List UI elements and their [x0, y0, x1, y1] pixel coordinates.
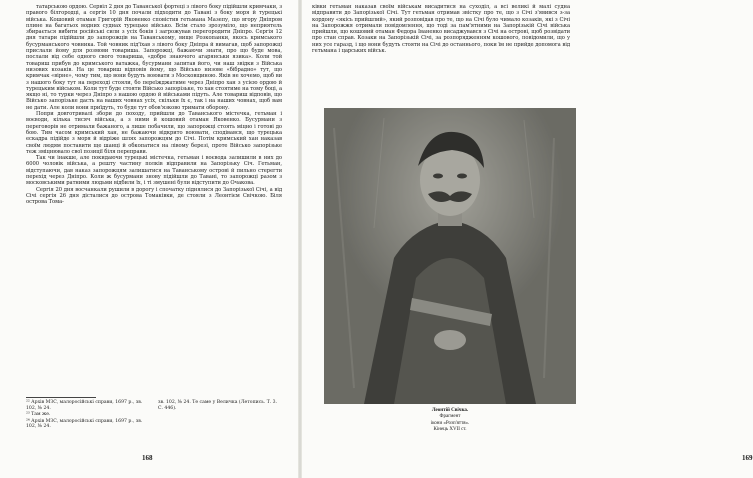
paragraph: татарською ордою. Сервіл 2 дня до Таванської фортеці з лівого боку підійшли кримчаки, з правого білгородці, а сергія 10 дня почали підходити до Тавані з боку моря й турецькі війська. Кошовий отаман Григорій Яковенко сповістив гетьмана Мазепу, що вгору Дніпром плине на багатьох водних суднах турецьке військо. Всім стало зрозуміло, що неприятель збирається вибити російські сили з усіх боків і загрожував перегородити Дніпро. Сергія 12 дня татари підійшли до запорожців на Таванському, вище Розкопанки, якось кримського бусурманського човника. Той човник під'їхав з лівого боку Дніпра й вимагав, щоб запорожці прислали йому для розмови товариша. Запорожці, бажаючи знати, про що буде мова, послали від себе одного свого товариша, «добре знаючого агарянськи язика». Коли той товариш прибув до кримського ватажка, бусурмани запитав його, чи наш звідки з Війська низових козаків. На це товариш відповів йому, що Військо низове «бібрадно» тут, що кримчак «вірне», чому тим, що вони будуть воювати з Московщиною. Яків не хочемо, щоб ви з нашого боку тут на переході стояли, бо переїжджатиме через Дніпро хан з усією ордою й турецьким військом. Коли тут буде стояти Військо запорізьке, то хан стоятиме на тому боці, а якщо ні, то турки через Дніпро з нашою ордою й військами підуть. Але товариш відповів, що Військо запорізьке дасть на ваших човнах усіх, скільки їх є, так і на наших човнах, щоб вам не дати. Але коли вони приїдуть, то буде тут обов'язково тримати оборону.: [26, 4, 282, 111]
page-number-right: 169: [742, 454, 753, 462]
page-number-left: 168: [142, 454, 153, 462]
footnotes-column-left: [26, 400, 150, 431]
caption-line: Фрагмент: [439, 414, 461, 420]
caption-name: Леонтій Свічка.: [431, 408, 469, 413]
caption-line: ікони «Розп'яття».: [430, 420, 470, 426]
caption-line: Кінець XVII ст.: [433, 427, 467, 433]
footnote: ²⁴ Архів МЗС, малоросійські справи, 1697 р., зв. 102, № 24.: [26, 418, 143, 430]
left-page: [0, 0, 300, 478]
portrait-illustration: [324, 108, 576, 404]
footnote-rule: [26, 397, 96, 398]
figure-caption: [414, 408, 486, 434]
footnotes-column-right: [158, 400, 282, 431]
footnote: зв. 102, № 24. Те саме у Величка (Летопись. Т. 3. С. 446).: [158, 400, 278, 411]
footnote: ²² Архів МЗС, малоросійські справи, 1697 р., зв. 102, № 24.: [26, 400, 143, 411]
paragraph: ківки гетьман наказав своїм військам висадитися на суходіл, а всі великі й малі судна відправити до Запорізької Січі. Тут гетьман отримав звістку про те, що з Січі з'явився з-за кордону «якісь прийшлий», який розповідав про те, що на Січі було чимало козаків, які з Січі на Запорожжя отримали повідомлення, що тоді за пам'ятними на Запорізькій Січі війська прийшли, що кошовий отаман Федора Іваненко висаджувався з Січі на острові, щоб розвідати про стан справ. Козаки на Запорізькій Січі, за розпорядженням кошового, повідомили, що у них усе гаразд, і що вони будуть стояти на Січі до останнього, поки їм не прийде допомога від гетьмана і царських військ.: [312, 4, 570, 55]
footnotes: [26, 400, 282, 431]
paragraph: Попри довготривалі збори до походу, прийшли до Таванського містечка, гетьман і воєводи, кілька тисяч війська, а з ними й кошовий отаман Яковенко. Бусурмани з переговорів не отримали бажаного, а лише побачили, що запорожці стоять міцно і готові до бою. Тим часом кримський хан, не бажаючи відкрито воювати, сподівався, що турецька ескадра підійде з моря й відріже шлях запорожцям до Січі. Потім кримський хан наказав своїм людям поставити ще шанці й обкопатися на лівому березі, проте Військо запорізьке теж зміцнювало свої позиції біля переправи.: [26, 111, 282, 155]
left-page-body: [26, 4, 282, 396]
paragraph: Сергія 20 дня восчанкали рушили в дорогу і спочатку піднялися до Запорізької Січі, а від Січі сергія 26 дня дісталися до острова Томаківки, де стояли з Леонтієм Свічкою. Біля острова Тома-: [26, 186, 282, 206]
icon-fragment-image: [324, 108, 576, 404]
right-page-body: [312, 4, 570, 106]
paragraph: Так чи інакше, але покидаючи турецькі містечка, гетьман і воєвода залишили в них до 6000 чоловік війська, а решту частину полків відправили на Запорізьку Січ. Гетьман, відступаючи, дав наказ запорожцям залишатися на Таванському острові й пильно стерегти перехід через Дніпро. Коли ж бусурмани знову підійшли до Тавані, то запорожці разом з московськими ратними людьми відбили їх, і ті змушені були відступити до Очакова.: [26, 155, 282, 187]
footnote: ²³ Там же.: [26, 412, 51, 418]
